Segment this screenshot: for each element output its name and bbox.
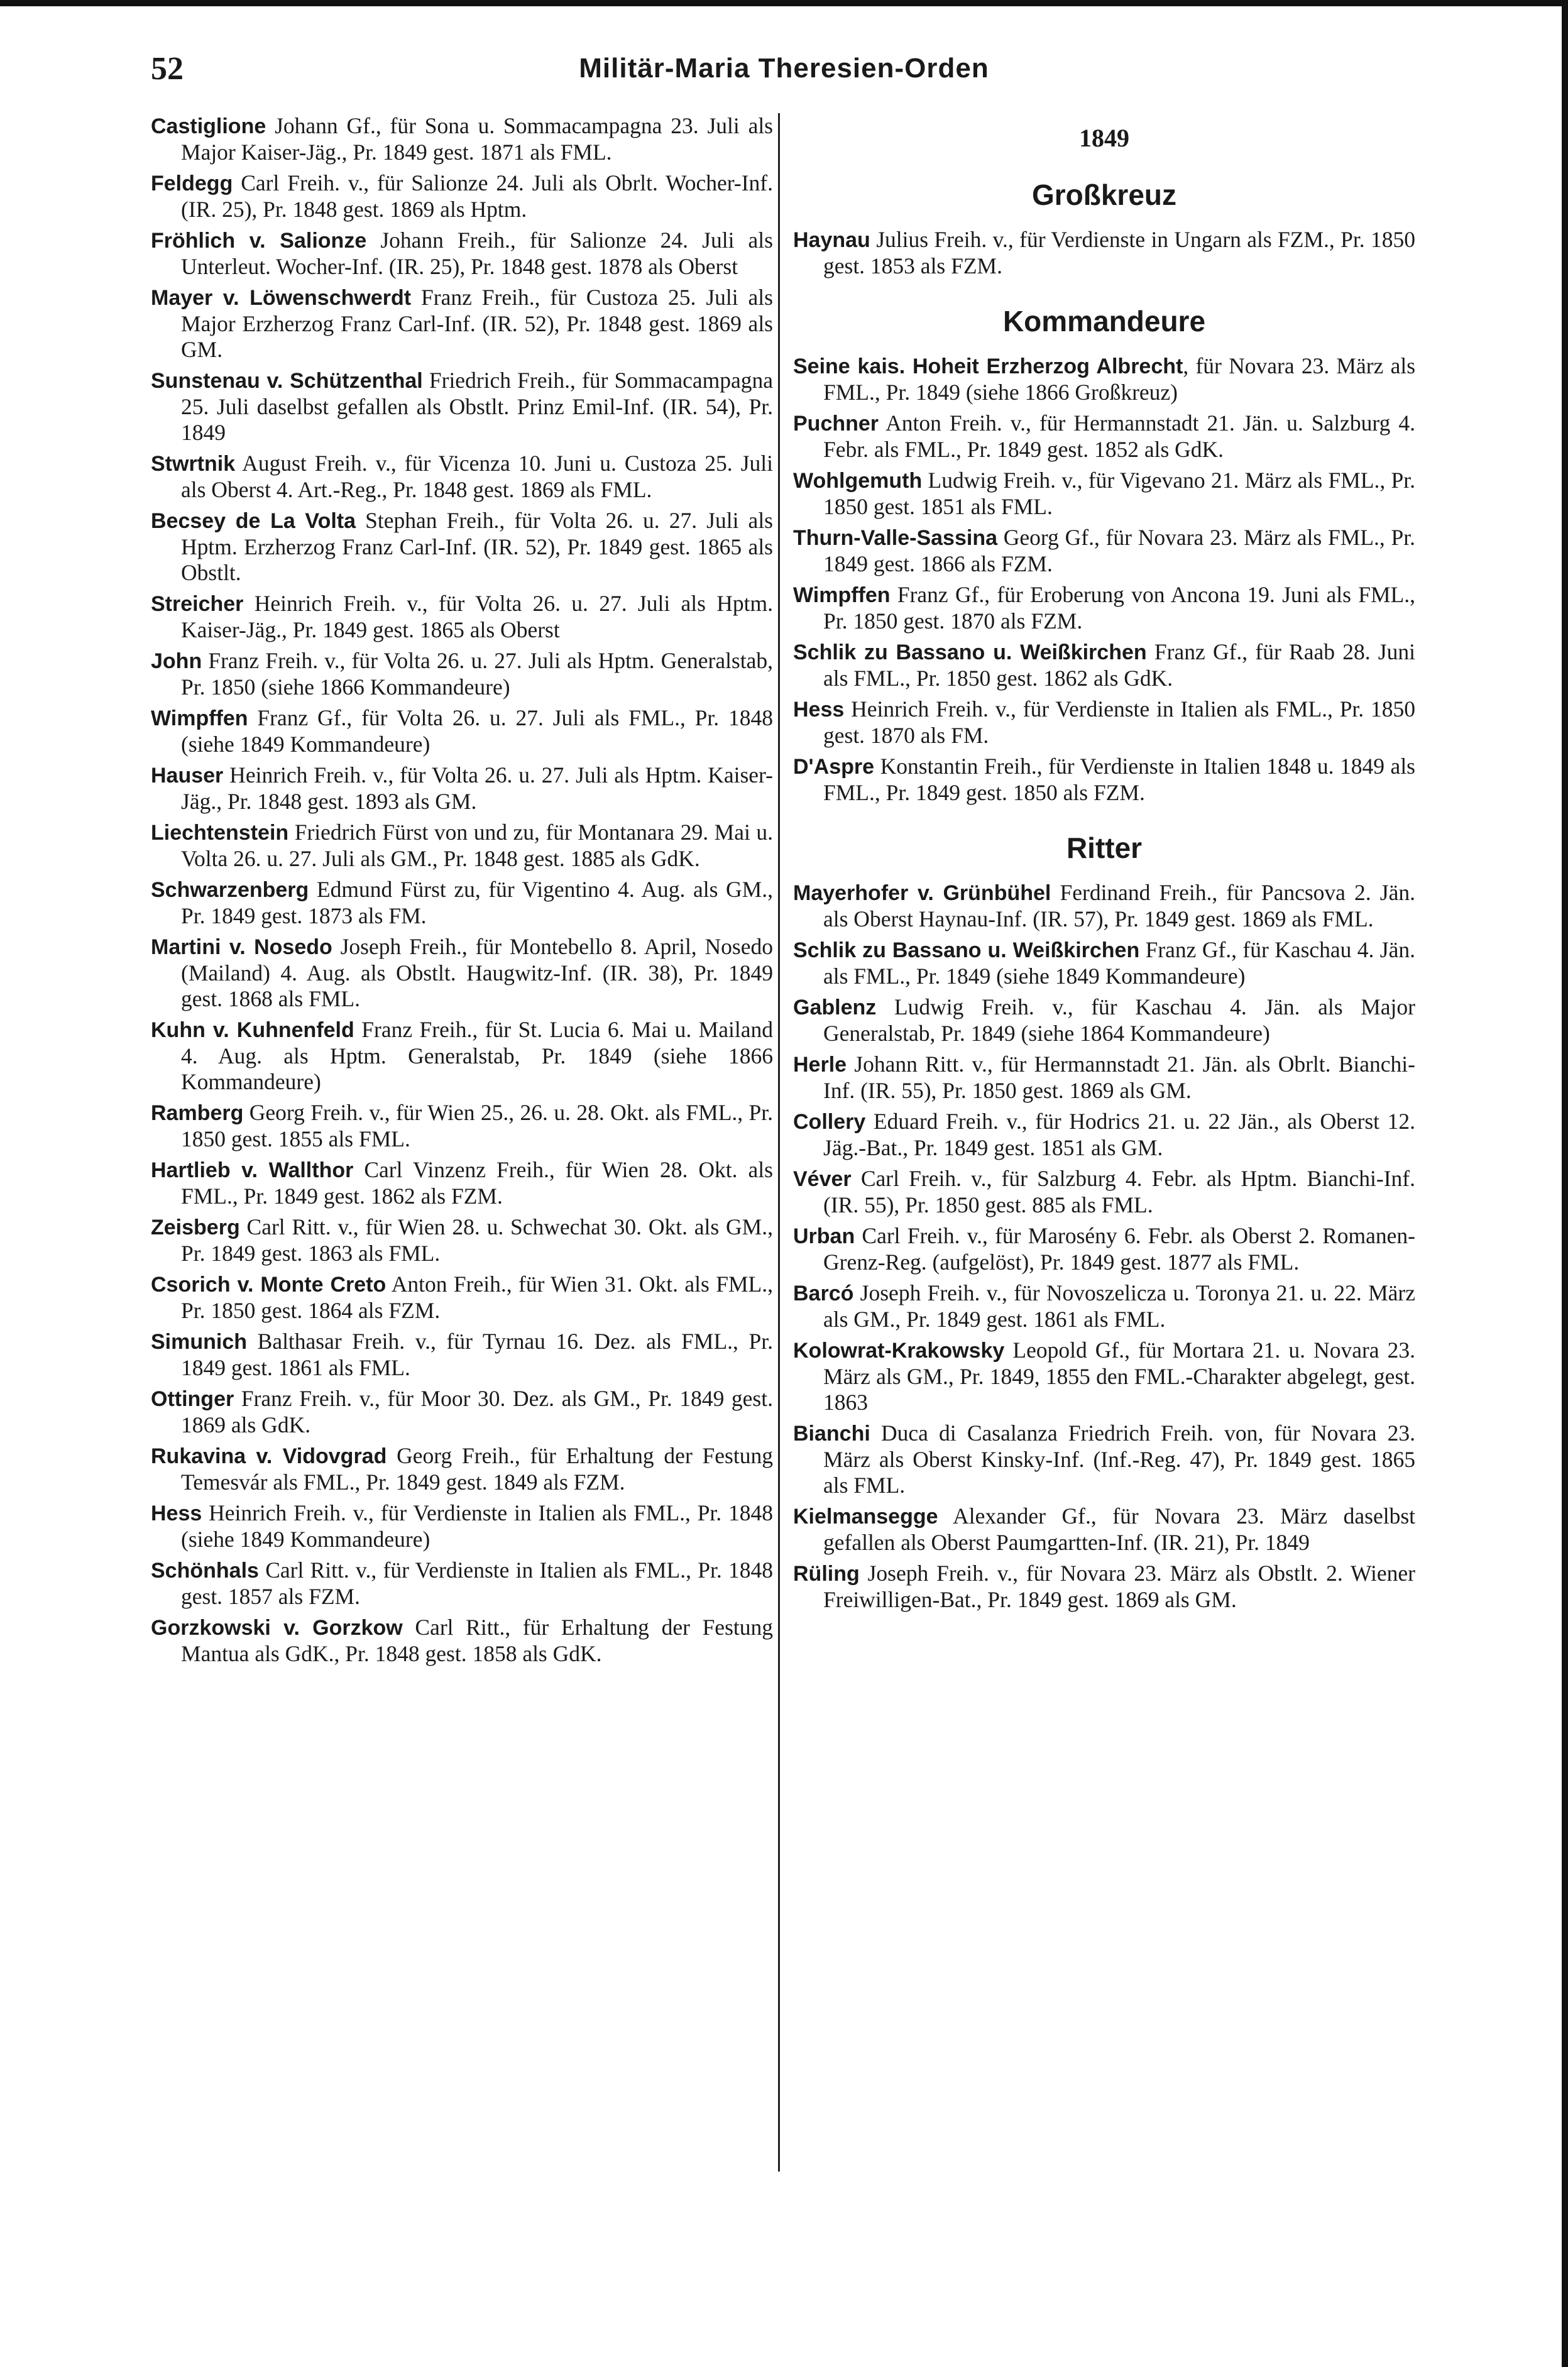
entry-text: Friedrich Freih., für Sommacampagna 25. Juli daselbst gefallen als Obstlt. Prinz Emil-Inf. (IR. 54), Pr. 1849 — [181, 368, 773, 445]
recipient-name: Mayerhofer v. Grünbühel — [793, 881, 1051, 905]
order-entry — [151, 1214, 773, 1266]
order-entry — [793, 880, 1415, 932]
order-entry — [151, 648, 773, 700]
recipient-name: Becsey de La Volta — [151, 509, 356, 533]
order-entry — [151, 762, 773, 815]
entry-text: Duca di Casalanza Friedrich Freih. von, für Novara 23. März als Oberst Kinsky-Inf. (Inf.-Reg. 47), Pr. 1849 gest. 1865 als FML. — [823, 1420, 1415, 1498]
section-heading: Großkreuz — [1031, 178, 1177, 211]
order-entry — [793, 1280, 1415, 1332]
recipient-name: Martini v. Nosedo — [151, 935, 332, 959]
order-entry — [151, 1271, 773, 1324]
entry-text: Alexander Gf., für Novara 23. März daselbst gefallen als Oberst Paumgartten-Inf. (IR. 21), Pr. 1849 — [823, 1503, 1415, 1555]
order-entry — [151, 1017, 773, 1095]
scan-border-right — [1562, 0, 1568, 2367]
recipient-name: John — [151, 649, 202, 673]
recipient-name: Gablenz — [793, 996, 877, 1019]
order-entry — [793, 582, 1415, 634]
entry-text: Franz Freih. v., für Moor 30. Dez. als GM., Pr. 1849 gest. 1869 als GdK. — [181, 1386, 773, 1437]
recipient-name: Castiglione — [151, 114, 266, 138]
recipient-name: Streicher — [151, 592, 244, 616]
year-heading: 1849 — [1079, 124, 1129, 152]
order-entry — [151, 368, 773, 446]
recipient-name: Kielmansegge — [793, 1505, 938, 1529]
order-entry — [793, 525, 1415, 577]
recipient-name: Wimpffen — [151, 706, 248, 730]
page-number: 52 — [151, 51, 184, 87]
recipient-name: Ottinger — [151, 1387, 234, 1411]
order-entry — [793, 353, 1415, 405]
recipient-name: Puchner — [793, 412, 879, 436]
recipient-name: Wohlgemuth — [793, 469, 923, 493]
recipient-name: Mayer v. Löwenschwerdt — [151, 286, 412, 310]
recipient-name: Hess — [151, 1502, 202, 1525]
entry-text: Johann Gf., für Sona u. Sommacampagna 23. Juli als Major Kaiser-Jäg., Pr. 1849 gest. 1871 als FML. — [181, 113, 773, 165]
order-entry — [151, 934, 773, 1012]
recipient-name: Csorich v. Monte Creto — [151, 1273, 387, 1297]
order-entry — [151, 508, 773, 586]
order-entry — [151, 1100, 773, 1152]
entry-text: Carl Freih. v., für Salzburg 4. Febr. als Hptm. Bianchi-Inf. (IR. 55), Pr. 1850 gest. 885 als FML. — [823, 1166, 1415, 1217]
order-entry — [151, 285, 773, 363]
order-entry — [151, 591, 773, 643]
recipient-name: Stwrtnik — [151, 452, 236, 476]
recipient-name: Hess — [793, 698, 845, 722]
recipient-name: Schlik zu Bassano u. Weißkirchen — [793, 640, 1147, 664]
recipient-name: Sunstenau v. Schützenthal — [151, 369, 423, 393]
entry-text: Heinrich Freih. v., für Volta 26. u. 27. Juli als Hptm. Kaiser-Jäg., Pr. 1849 gest. 1865 als Oberst — [181, 591, 773, 642]
order-entry — [793, 994, 1415, 1046]
order-entry — [151, 1386, 773, 1438]
order-entry — [151, 820, 773, 872]
recipient-name: Fröhlich v. Salionze — [151, 229, 367, 253]
entry-text: Johann Ritt. v., für Hermannstadt 21. Jän. als Obrlt. Bianchi-Inf. (IR. 55), Pr. 1850 gest. 1869 als GM. — [823, 1052, 1415, 1103]
recipient-name: Rüling — [793, 1562, 860, 1586]
order-entry — [793, 1052, 1415, 1104]
column-divider — [778, 113, 780, 2172]
entry-text: Ludwig Freih. v., für Kaschau 4. Jän. als Major Generalstab, Pr. 1849 (siehe 1864 Kommandeure) — [823, 994, 1415, 1046]
recipient-name: Hartlieb v. Wallthor — [151, 1158, 354, 1182]
entry-text: Heinrich Freih. v., für Verdienste in Italien als FML., Pr. 1850 gest. 1870 als FM. — [823, 696, 1415, 748]
entry-text: , für Novara 23. März als FML., Pr. 1849 (siehe 1866 Großkreuz) — [823, 353, 1416, 405]
entry-text: Stephan Freih., für Volta 26. u. 27. Juli als Hptm. Erzherzog Franz Carl-Inf. (IR. 52), Pr. 1849 gest. 1865 als Obstlt. — [181, 508, 773, 585]
order-entry — [793, 410, 1415, 463]
recipient-name: Haynau — [793, 228, 870, 252]
order-entry — [151, 1329, 773, 1381]
order-entry — [793, 639, 1415, 691]
entry-text: Heinrich Freih. v., für Verdienste in Italien als FML., Pr. 1848 (siehe 1849 Kommandeure) — [181, 1500, 773, 1552]
scan-border-top — [0, 0, 1568, 6]
order-entry — [793, 1223, 1415, 1275]
recipient-name: Schlik zu Bassano u. Weißkirchen — [793, 938, 1140, 962]
recipient-name: Véver — [793, 1167, 852, 1191]
order-entry — [151, 1557, 773, 1610]
section-heading: Ritter — [1066, 832, 1143, 864]
recipient-name: Seine kais. Hoheit Erzherzog Albrecht — [793, 354, 1183, 378]
order-entry — [793, 1420, 1415, 1498]
order-entry — [151, 1615, 773, 1667]
order-entry — [151, 877, 773, 929]
entry-text: Franz Gf., für Kaschau 4. Jän. als FML., Pr. 1849 (siehe 1849 Kommandeure) — [823, 937, 1415, 989]
recipient-name: Ramberg — [151, 1101, 244, 1125]
entry-text: Ludwig Freih. v., für Vigevano 21. März als FML., Pr. 1850 gest. 1851 als FML. — [823, 468, 1415, 519]
entry-text: Leopold Gf., für Mortara 21. u. Novara 23. März als GM., Pr. 1849, 1855 den FML.-Charakter abgelegt, gest. 1863 — [823, 1337, 1415, 1415]
recipient-name: Bianchi — [793, 1422, 870, 1446]
recipient-name: Urban — [793, 1224, 855, 1248]
recipient-name: Kuhn v. Kuhnenfeld — [151, 1018, 354, 1042]
order-entry — [151, 113, 773, 165]
entry-text: Carl Vinzenz Freih., für Wien 28. Okt. als FML., Pr. 1849 gest. 1862 als FZM. — [181, 1157, 773, 1209]
recipient-name: Wimpffen — [793, 583, 891, 607]
recipient-name: Barcó — [793, 1282, 854, 1305]
order-entry — [793, 1503, 1415, 1556]
order-entry — [151, 1157, 773, 1209]
entry-text: Franz Freih., für Custoza 25. Juli als Major Erzherzog Franz Carl-Inf. (IR. 52), Pr. 1848 gest. 1869 als GM. — [181, 285, 773, 362]
left-column — [151, 113, 773, 1672]
order-entry — [151, 1443, 773, 1495]
recipient-name: Thurn-Valle-Sassina — [793, 526, 997, 550]
entry-text: Franz Gf., für Raab 28. Juni als FML., Pr. 1850 gest. 1862 als GdK. — [823, 639, 1415, 691]
order-entry — [793, 937, 1415, 989]
recipient-name: D'Aspre — [793, 755, 875, 779]
entry-text: Joseph Freih., für Montebello 8. April, Nosedo (Mailand) 4. Aug. als Obstlt. Haugwitz-Inf. (IR. 38), Pr. 1849 gest. 1868 als FML. — [181, 934, 773, 1011]
recipient-name: Kolowrat-Krakowsky — [793, 1339, 1005, 1363]
entry-text: Georg Freih., für Erhaltung der Festung Temesvár als FML., Pr. 1849 gest. 1849 als FZM. — [181, 1443, 773, 1495]
entry-text: Friedrich Fürst von und zu, für Montanara 29. Mai u. Volta 26. u. 27. Juli als GM., Pr. 1848 gest. 1885 als GdK. — [181, 820, 773, 871]
order-entry — [793, 1109, 1415, 1161]
entry-text: Anton Freih. v., für Hermannstadt 21. Jän. u. Salzburg 4. Febr. als FML., Pr. 1849 gest. 1852 als GdK. — [823, 410, 1415, 462]
entry-text: August Freih. v., für Vicenza 10. Juni u. Custoza 25. Juli als Oberst 4. Art.-Reg., Pr. 1848 gest. 1869 als FML. — [181, 451, 773, 502]
order-entry — [793, 1166, 1415, 1218]
order-entry — [151, 451, 773, 503]
entry-text: Franz Freih., für St. Lucia 6. Mai u. Mailand 4. Aug. als Hptm. Generalstab, Pr. 1849 (siehe 1866 Kommandeure) — [181, 1017, 773, 1094]
recipient-name: Gorzkowski v. Gorzkow — [151, 1616, 403, 1640]
order-entry — [793, 1561, 1415, 1613]
order-entry — [793, 468, 1415, 520]
order-entry — [151, 1500, 773, 1552]
entry-text: Joseph Freih. v., für Novara 23. März als Obstlt. 2. Wiener Freiwilligen-Bat., Pr. 1849 gest. 1869 als GM. — [823, 1561, 1415, 1612]
entry-text: Konstantin Freih., für Verdienste in Italien 1848 u. 1849 als FML., Pr. 1849 gest. 1850 als FZM. — [823, 754, 1415, 805]
entry-text: Georg Gf., für Novara 23. März als FML., Pr. 1849 gest. 1866 als FZM. — [823, 525, 1415, 576]
entry-text: Carl Freih. v., für Marosény 6. Febr. als Oberst 2. Romanen-Grenz-Reg. (aufgelöst), Pr. 1849 gest. 1877 als FML. — [823, 1223, 1415, 1275]
entry-text: Carl Ritt. v., für Verdienste in Italien als FML., Pr. 1848 gest. 1857 als FZM. — [181, 1557, 773, 1609]
order-entry — [793, 696, 1415, 749]
entry-text: Anton Freih., für Wien 31. Okt. als FML., Pr. 1850 gest. 1864 als FZM. — [181, 1271, 773, 1323]
entry-text: Balthasar Freih. v., für Tyrnau 16. Dez. als FML., Pr. 1849 gest. 1861 als FML. — [181, 1329, 773, 1380]
recipient-name: Liechtenstein — [151, 821, 289, 845]
entry-text: Carl Ritt., für Erhaltung der Festung Mantua als GdK., Pr. 1848 gest. 1858 als GdK. — [181, 1615, 773, 1666]
recipient-name: Feldegg — [151, 172, 233, 195]
entry-text: Franz Gf., für Volta 26. u. 27. Juli als FML., Pr. 1848 (siehe 1849 Kommandeure) — [181, 705, 773, 757]
entry-text: Georg Freih. v., für Wien 25., 26. u. 28. Okt. als FML., Pr. 1850 gest. 1855 als FML. — [181, 1100, 773, 1151]
order-entry — [151, 170, 773, 222]
order-entry — [793, 227, 1415, 279]
entry-text: Carl Ritt. v., für Wien 28. u. Schwechat 30. Okt. als GM., Pr. 1849 gest. 1863 als FML. — [181, 1214, 773, 1266]
order-entry — [793, 754, 1415, 806]
entry-text: Ferdinand Freih., für Pancsova 2. Jän. als Oberst Haynau-Inf. (IR. 57), Pr. 1849 gest. 1869 als FML. — [823, 880, 1415, 931]
entry-text: Heinrich Freih. v., für Volta 26. u. 27. Juli als Hptm. Kaiser-Jäg., Pr. 1848 gest. 1893 als GM. — [181, 762, 773, 814]
entry-text: Franz Freih. v., für Volta 26. u. 27. Juli als Hptm. Generalstab, Pr. 1850 (siehe 1866 Kommandeure) — [181, 648, 773, 700]
section-heading: Kommandeure — [1002, 305, 1206, 338]
recipient-name: Collery — [793, 1110, 866, 1134]
entry-text: Julius Freih. v., für Verdienste in Ungarn als FZM., Pr. 1850 gest. 1853 als FZM. — [823, 227, 1415, 278]
right-column — [793, 113, 1415, 1618]
running-title: Militär-Maria Theresien-Orden — [579, 53, 989, 84]
recipient-name: Herle — [793, 1053, 847, 1077]
order-entry — [151, 705, 773, 757]
entry-text: Eduard Freih. v., für Hodrics 21. u. 22 Jän., als Oberst 12. Jäg.-Bat., Pr. 1849 gest. 1851 als GM. — [823, 1109, 1415, 1160]
recipient-name: Rukavina v. Vidovgrad — [151, 1444, 387, 1468]
entry-text: Carl Freih. v., für Salionze 24. Juli als Obrlt. Wocher-Inf. (IR. 25), Pr. 1848 gest. 1869 als Hptm. — [181, 170, 773, 222]
recipient-name: Schönhals — [151, 1559, 259, 1583]
recipient-name: Hauser — [151, 764, 224, 788]
entry-text: Joseph Freih. v., für Novoszelicza u. Toronya 21. u. 22. März als GM., Pr. 1849 gest. 1861 als FML. — [823, 1280, 1415, 1332]
entry-text: Franz Gf., für Eroberung von Ancona 19. Juni als FML., Pr. 1850 gest. 1870 als FZM. — [823, 582, 1415, 634]
right-sections — [793, 178, 1415, 1613]
entry-text: Edmund Fürst zu, für Vigentino 4. Aug. als GM., Pr. 1849 gest. 1873 als FM. — [181, 877, 773, 928]
recipient-name: Schwarzenberg — [151, 878, 309, 902]
order-entry — [151, 228, 773, 280]
recipient-name: Zeisberg — [151, 1216, 240, 1239]
order-entry — [793, 1337, 1415, 1415]
recipient-name: Simunich — [151, 1330, 248, 1354]
entry-text: Johann Freih., für Salionze 24. Juli als Unterleut. Wocher-Inf. (IR. 25), Pr. 1848 gest. 1878 als Oberst — [181, 228, 773, 279]
